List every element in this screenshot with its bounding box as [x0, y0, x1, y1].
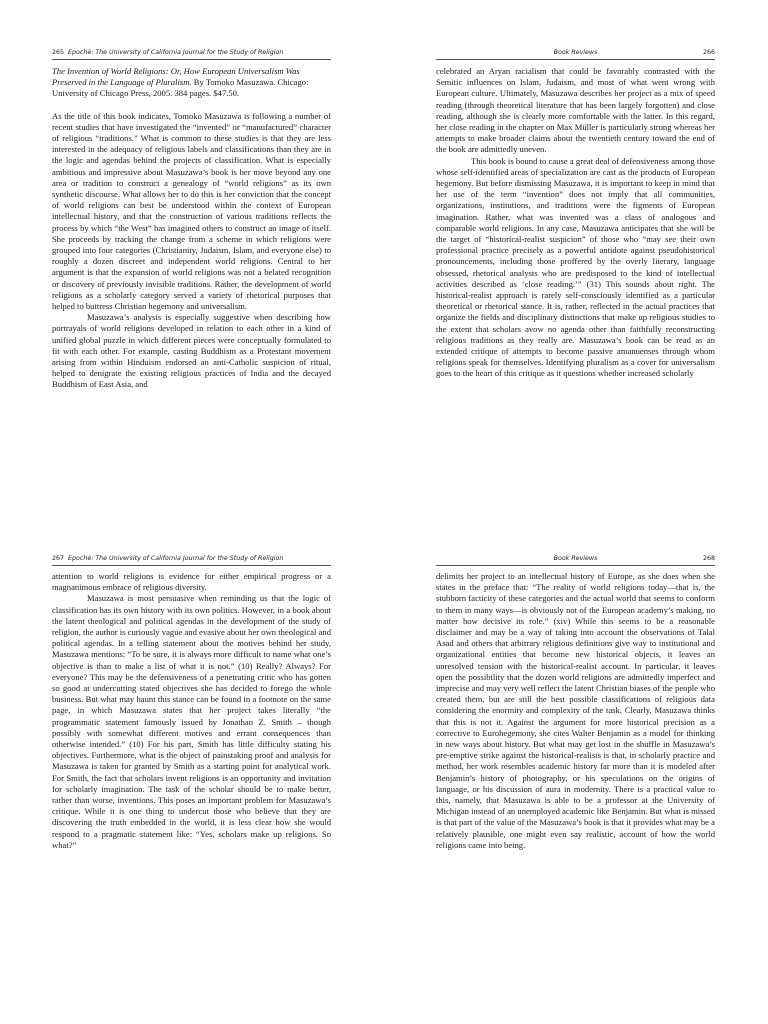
paragraph: Masuzawa’s analysis is especially suggestive when describing how portrayals of world religions developed in relation to each other in a kind of unified global puzzle in which different pieces were conceptually formulated to fit with each other. For example, casting Buddhism as a Protestant movement arising from within Hinduism endorsed an anti-Catholic suspicion of ritual, helped to denigrate the existing religious practices of India and the decayed Buddhism of East Asia, and	[52, 312, 331, 390]
paragraph: Masuzawa is most persuasive when reminding us that the logic of classification has its own history with its own politics. However, in a book about the latent theological and political agendas in the development of the study of religion, the author is curiously vague and evasive about her own theological and political agendas. In a telling statement about the motives behind her study, Masuzawa mentions: “To be sure, it is always more difficult to name what one’s objective is than to make a list of what it is not.” (10) Really? Always? For everyone? This may be the defensiveness of a penetrating critic who has gotten so good at undercutting stated objectives she has decided to forego the whole business. But what may haunt this stance can be found in a footnote on the same page, in which Masuzawa states that her project takes literally “the programmatic statement famously issued by Jonathan Z. Smith – though possibly with somewhat different motives and errant consequences than otherwise intended.” (10) For his part, Smith has little difficulty stating his objectives. Furthermore, what is the object of painstaking proof and analysis for Masuzawa is taken for granted by Smith as a starting point for analytical work. For Smith, the fact that scholars invent religions is an opportunity and invitation for scholarly imagination. The task of the scholar should be to make better, rather than worse, inventions. This poses an important problem for Masuzawa’s critique. While it is one thing to undercut those who believe that they are discovering the truth embedded in the world, it is less clear how she would respond to a pragmatic statement like: “Yes, scholars make up religions. So what?”	[52, 593, 331, 850]
page-body	[436, 66, 715, 380]
journal-title: Epoché: The University of California Journal for the Study of Religion	[68, 555, 284, 562]
page-body	[436, 571, 715, 851]
paragraph: celebrated an Aryan racialism that could be favorably contrasted with the Semitic influences on Islam, Judaism, and most of what went wrong with European culture. Ultimately, Masuzawa describes her project as a mix of speed reading (through theoretical literature that has been largely forgotten) and close reading, although she is clearly more comfortable with the latter. In this regard, her close reading in the chapter on Max Müller is particularly strong whereas her attempts to make broader claims about the twentieth century toward the end of the book are admittedly uneven.	[436, 66, 715, 155]
book-title: The Invention of World Religions: Or, How European Universalism Was Preserved in the Language of Pluralism.	[52, 66, 300, 88]
paragraph: As the title of this book indicates, Tomoko Masuzawa is following a number of recent studies that have investigated the “invented” or “manufactured” character of religious “traditions.” What is common to these studies is that they are less interested in the adequacy of religious labels and classifications than they are in the logic and agendas behind the projects of classification. What is especially ambitious and impressive about Masuzawa’s book is her move beyond any one area or tradition to construct a genealogy of “world religions” as its own synthetic discourse. What allows her to do this is her conviction that the concept of world religions can best be understood within the context of European intellectual history, and that the construction of various traditions reflects the process by which “the West” has imagined others to construct an image of itself. She proceeds by tracking the change from a scheme in which religions were grouped into four categories (Christianity, Judaism, Islam, and everyone else) to roughly a dozen discreet and independent world religions. Central to her argument is that the expansion of world religions was not a belated recognition or discovery of previously invisible traditions. Rather, the development of world religions as a scholarly category served a variety of rhetorical purposes that helped to buttress Christian hegemony and universalism.	[52, 110, 331, 312]
page-265	[0, 0, 384, 512]
page-number: 267	[52, 555, 65, 562]
page-number: 268	[702, 555, 715, 562]
page-267	[0, 512, 384, 1024]
page-body	[52, 66, 331, 391]
running-header	[436, 48, 715, 60]
page-body	[52, 571, 331, 851]
section-title: Book Reviews	[553, 49, 598, 56]
journal-title: Epoché: The University of California Journal for the Study of Religion	[68, 49, 284, 56]
section-title: Book Reviews	[553, 555, 598, 562]
paragraph: delimits her project to an intellectual history of Europe, as she does when she states in the preface that: “The reality of world religions today—that is, the stubborn facticity of these categories and the actual world that seems to conform to them in many ways—is obviously not of the European academy’s making, no matter how decisive its role.” (xiv) While this seems to be a reasonable disclaimer and may be a way of taking into account the observations of Talal Asad and others that arbitrary religious definitions give way to institutional and organizational entities that become new historical objects, it leaves an unresolved tension with the historical-realist account. In particular, it leaves open the possibility that the dozen world religions are admittedly imperfect and imprecise and may very well reflect the latent Christian biases of the people who created them, but are still the best possible classifications of religious data considering the enormity and complexity of the task. Clearly, Masuzawa thinks that this is not it. Against the argument for more historical precision as a corrective to Eurohegemony, she cites Walter Benjamin as a model for thinking in new ways about history. But what may get lost in the shuffle in Masuzawa’s pre-emptive strike against the historical-realists is that, in scholarly practice and method, her work resembles academic history far more than it is modeled after Benjamin’s history of photography, or his speculations on the origins of language, or his discussion of aura in modernity. There is a practical value to this, namely, that Masuzawa is able to be a professor at the University of Michigan instead of an unemployed academic like Benjamin. But what is missed is that part of the value of the Masuzawa’s book is that it provides what may be a relatively plausible, one might even say realistic, account of how the world religions came into being.	[436, 571, 715, 850]
running-header	[52, 48, 331, 60]
paragraph: This book is bound to cause a great deal of defensiveness among those whose self-identified areas of specialization are cast as the products of European hegemony. But before dismissing Masuzawa, it is important to keep in mind that her use of the term “invention” does not imply that all communities, organizations, institutions, and traditions were the figments of European imagination. Rather, what was invented was a class of analogous and comparable world religions. In any case, Masuzawa anticipates that she will be the target of “historical-realist suspicion” of those who “may see their own professional practice precisely as a powerful antidote against pseudohistorical pronouncements, including those proffered by the overly literary, language obsessed, rhetorical analysts who are predisposed to the kind of intellectual activities described as ‘close reading.’” (31) This sounds about right. The historical-realist approach is rarely self-consciously identified as a particular theoretical or rhetorical stance. It is, rather, reflected in the actual practices that organize the fields and disciplinary distinctions that make up religious studies to the extent that scholars avow no agenda other than faithfully reconstructing religious traditions as they really are. Masuzawa’s book can be read as an extended critique of attempts to become passive amanuenses through whom religions speak for themselves. Identifying pluralism as a cover for universalism goes to the heart of this critique as it questions whether increased scholarly	[436, 155, 715, 379]
page-number: 266	[702, 49, 715, 56]
page-266	[384, 0, 768, 512]
book-details: By Tomoko Masuzawa. Chicago: University of Chicago Press, 2005. 384 pages. $47.50.	[52, 77, 309, 99]
page-number: 265	[52, 49, 65, 56]
paragraph: attention to world religions is evidence for either empirical progress or a magnanimous embrace of religious diversity.	[52, 571, 331, 593]
book-citation	[52, 66, 331, 100]
running-header	[52, 554, 331, 566]
page-268	[384, 512, 768, 1024]
running-header	[436, 554, 715, 566]
